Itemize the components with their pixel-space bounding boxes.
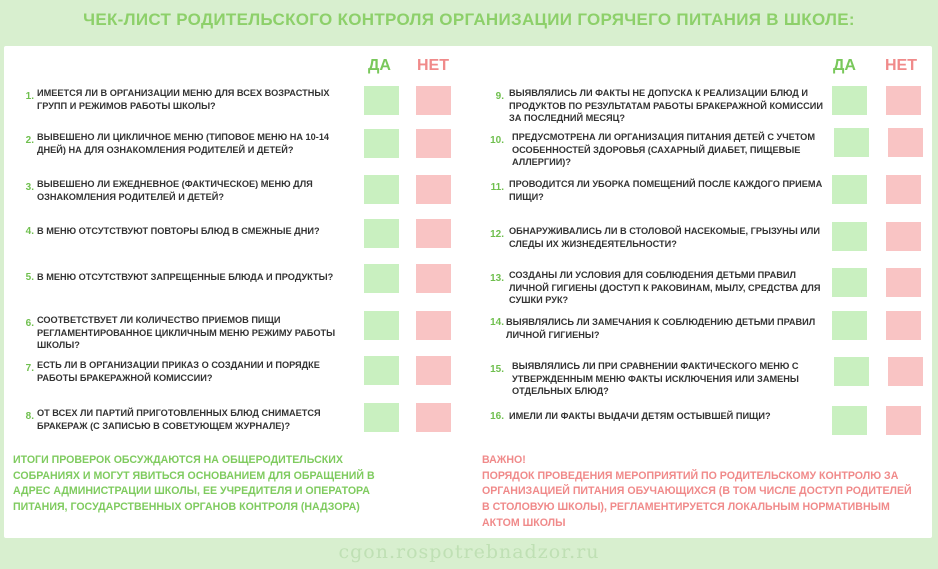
- item-number: 13.: [490, 273, 504, 284]
- left-no-header: НЕТ: [417, 57, 449, 74]
- yes-checkbox[interactable]: [832, 86, 867, 115]
- left-yes-header: ДА: [368, 57, 391, 74]
- item-number: 9.: [495, 91, 504, 102]
- yes-checkbox[interactable]: [834, 357, 869, 386]
- item-number: 11.: [490, 182, 504, 193]
- checklist-item: [482, 131, 922, 171]
- yes-checkbox[interactable]: [364, 264, 399, 293]
- checklist-item: [482, 225, 922, 265]
- item-number: 6.: [25, 318, 34, 329]
- checklist-item: [482, 269, 922, 309]
- yes-checkbox[interactable]: [832, 175, 867, 204]
- checklist-item: [482, 410, 922, 450]
- item-question: В МЕНЮ ОТСУТСТВУЮТ ЗАПРЕЩЕННЫЕ БЛЮДА И ПРОДУКТЫ?: [37, 272, 334, 282]
- checklist-item: [482, 178, 922, 218]
- item-number: 16.: [490, 411, 504, 422]
- item-question: ВЫВЕШЕНО ЛИ ЦИКЛИЧНОЕ МЕНЮ (ТИПОВОЕ МЕНЮ НА 10-14 ДНЕЙ) НА ДЛЯ ОЗНАКОМЛЕНИЯ РОДИТЕЛЕЙ И ДЕТЕЙ?: [37, 132, 330, 155]
- no-checkbox[interactable]: [416, 311, 451, 340]
- item-question: ВЫВЕШЕНО ЛИ ЕЖЕДНЕВНОЕ (ФАКТИЧЕСКОЕ) МЕНЮ ДЛЯ ОЗНАКОМЛЕНИЯ РОДИТЕЛЕЙ И ДЕТЕЙ?: [37, 179, 313, 202]
- item-number: 12.: [490, 229, 504, 240]
- no-checkbox[interactable]: [886, 311, 921, 340]
- item-question: ИМЕЕТСЯ ЛИ В ОРГАНИЗАЦИИ МЕНЮ ДЛЯ ВСЕХ ВОЗРАСТНЫХ ГРУПП И РЕЖИМОВ РАБОТЫ ШКОЛЫ?: [37, 88, 330, 111]
- right-no-header: НЕТ: [885, 57, 917, 74]
- checklist-item: [12, 314, 432, 354]
- item-question: ПРЕДУСМОТРЕНА ЛИ ОРГАНИЗАЦИЯ ПИТАНИЯ ДЕТЕЙ С УЧЕТОМ ОСОБЕННОСТЕЙ ЗДОРОВЬЯ (САХАРНЫЙ ДИАБЕТ, ПИЩЕВЫЕ АЛЛЕРГИИ)?: [512, 132, 815, 167]
- checklist-item: [12, 178, 432, 218]
- item-question: В МЕНЮ ОТСУТСТВУЮТ ПОВТОРЫ БЛЮД В СМЕЖНЫЕ ДНИ?: [37, 226, 320, 236]
- yes-checkbox[interactable]: [364, 175, 399, 204]
- no-checkbox[interactable]: [886, 222, 921, 251]
- results-note: ИТОГИ ПРОВЕРОК ОБСУЖДАЮТСЯ НА ОБЩЕРОДИТЕЛЬСКИХ СОБРАНИЯХ И МОГУТ ЯВИТЬСЯ ОСНОВАНИЕМ ДЛЯ ОБРАЩЕНИЙ В АДРЕС АДМИНИСТРАЦИИ ШКОЛЫ, ЕЕ УЧРЕДИТЕЛЯ И ОПЕРАТОРА ПИТАНИЯ, ГОСУДАРСТВЕННЫХ ОРГАНОВ КОНТРОЛЯ (НАДЗОРА): [13, 454, 375, 514]
- item-number: 2.: [25, 135, 34, 146]
- yes-checkbox[interactable]: [834, 128, 869, 157]
- item-number: 10.: [490, 135, 504, 146]
- yes-checkbox[interactable]: [832, 268, 867, 297]
- checklist-item: [482, 316, 922, 356]
- no-checkbox[interactable]: [416, 86, 451, 115]
- checklist-item: [12, 131, 432, 171]
- no-checkbox[interactable]: [886, 175, 921, 204]
- right-yes-header: ДА: [833, 57, 856, 74]
- watermark: cgon.rospotrebnadzor.ru: [338, 541, 600, 563]
- checklist-item: [482, 87, 922, 127]
- checklist-item: [482, 360, 922, 400]
- checklist-item: [12, 87, 432, 127]
- item-question: ВЫЯВЛЯЛИСЬ ЛИ ФАКТЫ НЕ ДОПУСКА К РЕАЛИЗАЦИИ БЛЮД И ПРОДУКТОВ ПО РЕЗУЛЬТАТАМ РАБОТЫ БРАКЕРАЖНОЙ КОМИССИИ ЗА ПОСЛЕДНИЙ МЕСЯЦ?: [509, 88, 823, 123]
- item-question: ВЫЯВЛЯЛИСЬ ЛИ ЗАМЕЧАНИЯ К СОБЛЮДЕНИЮ ДЕТЬМИ ПРАВИЛ ЛИЧНОЙ ГИГИЕНЫ?: [506, 317, 816, 340]
- yes-checkbox[interactable]: [832, 311, 867, 340]
- important-body: ПОРЯДОК ПРОВЕДЕНИЯ МЕРОПРИЯТИЙ ПО РОДИТЕЛЬСКОМУ КОНТРОЛЮ ЗА ОРГАНИЗАЦИЕЙ ПИТАНИЯ ОБУЧАЮЩИХСЯ (В ТОМ ЧИСЛЕ ДОСТУП РОДИТЕЛЕЙ В СТОЛОВУЮ ШКОЛЫ), РЕГЛАМЕНТИРУЕТСЯ ЛОКАЛЬНЫМ НОРМАТИВНЫМ АКТОМ ШКОЛЫ: [482, 469, 912, 529]
- item-number: 3.: [25, 182, 34, 193]
- item-question: ПРОВОДИТСЯ ЛИ УБОРКА ПОМЕЩЕНИЙ ПОСЛЕ КАЖДОГО ПРИЕМА ПИЩИ?: [509, 179, 823, 202]
- no-checkbox[interactable]: [416, 264, 451, 293]
- item-question: ОТ ВСЕХ ЛИ ПАРТИЙ ПРИГОТОВЛЕННЫХ БЛЮД СНИМАЕТСЯ БРАКЕРАЖ (С ЗАПИСЬЮ В СОВЕТУЮЩЕМ ЖУРНАЛЕ)?: [37, 408, 321, 431]
- no-checkbox[interactable]: [886, 268, 921, 297]
- item-number: 7.: [25, 363, 34, 374]
- no-checkbox[interactable]: [416, 219, 451, 248]
- important-heading: ВАЖНО!: [482, 454, 526, 466]
- no-checkbox[interactable]: [416, 356, 451, 385]
- yes-checkbox[interactable]: [364, 311, 399, 340]
- no-checkbox[interactable]: [416, 129, 451, 158]
- no-checkbox[interactable]: [416, 403, 451, 432]
- no-checkbox[interactable]: [888, 128, 923, 157]
- yes-checkbox[interactable]: [832, 222, 867, 251]
- no-checkbox[interactable]: [886, 86, 921, 115]
- item-question: СООТВЕТСТВУЕТ ЛИ КОЛИЧЕСТВО ПРИЕМОВ ПИЩИ РЕГЛАМЕНТИРОВАННОЕ ЦИКЛИЧНЫМ МЕНЮ РЕЖИМУ РАБОТЫ ШКОЛЫ?: [37, 315, 336, 350]
- yes-checkbox[interactable]: [364, 356, 399, 385]
- item-number: 1.: [25, 91, 34, 102]
- yes-checkbox[interactable]: [364, 219, 399, 248]
- yes-checkbox[interactable]: [832, 406, 867, 435]
- no-checkbox[interactable]: [888, 357, 923, 386]
- item-question: ЕСТЬ ЛИ В ОРГАНИЗАЦИИ ПРИКАЗ О СОЗДАНИИ И ПОРЯДКЕ РАБОТЫ БРАКЕРАЖНОЙ КОМИССИИ?: [37, 360, 320, 383]
- no-checkbox[interactable]: [886, 406, 921, 435]
- page-title: ЧЕК-ЛИСТ РОДИТЕЛЬСКОГО КОНТРОЛЯ ОРГАНИЗАЦИИ ГОРЯЧЕГО ПИТАНИЯ В ШКОЛЕ:: [83, 10, 855, 29]
- item-question: ОБНАРУЖИВАЛИСЬ ЛИ В СТОЛОВОЙ НАСЕКОМЫЕ, ГРЫЗУНЫ ИЛИ СЛЕДЫ ИХ ЖИЗНЕДЕЯТЕЛЬНОСТИ?: [509, 226, 820, 249]
- yes-checkbox[interactable]: [364, 129, 399, 158]
- item-question: ИМЕЛИ ЛИ ФАКТЫ ВЫДАЧИ ДЕТЯМ ОСТЫВШЕЙ ПИЩИ?: [509, 411, 771, 421]
- checklist-item: [12, 271, 432, 311]
- item-number: 5.: [25, 272, 34, 283]
- item-question: СОЗДАНЫ ЛИ УСЛОВИЯ ДЛЯ СОБЛЮДЕНИЯ ДЕТЬМИ ПРАВИЛ ЛИЧНОЙ ГИГИЕНЫ (ДОСТУП К РАКОВИНАМ, МЫЛУ, СРЕДСТВА ДЛЯ СУШКИ РУК?: [509, 270, 821, 305]
- checklist-item: [12, 407, 432, 447]
- item-number: 8.: [25, 411, 34, 422]
- item-number: 15.: [490, 364, 504, 375]
- yes-checkbox[interactable]: [364, 86, 399, 115]
- item-number: 14.: [490, 317, 504, 328]
- yes-checkbox[interactable]: [364, 403, 399, 432]
- checklist-item: [12, 359, 432, 399]
- checklist-item: [12, 225, 432, 265]
- no-checkbox[interactable]: [416, 175, 451, 204]
- item-number: 4.: [25, 226, 34, 237]
- important-note: [482, 453, 922, 532]
- item-question: ВЫЯВЛЯЛИСЬ ЛИ ПРИ СРАВНЕНИИ ФАКТИЧЕСКОГО МЕНЮ С УТВЕРЖДЕННЫМ МЕНЮ ФАКТЫ ИСКЛЮЧЕНИЯ ИЛИ ЗАМЕНЫ ОТДЕЛЬНЫХ БЛЮД?: [512, 361, 799, 396]
